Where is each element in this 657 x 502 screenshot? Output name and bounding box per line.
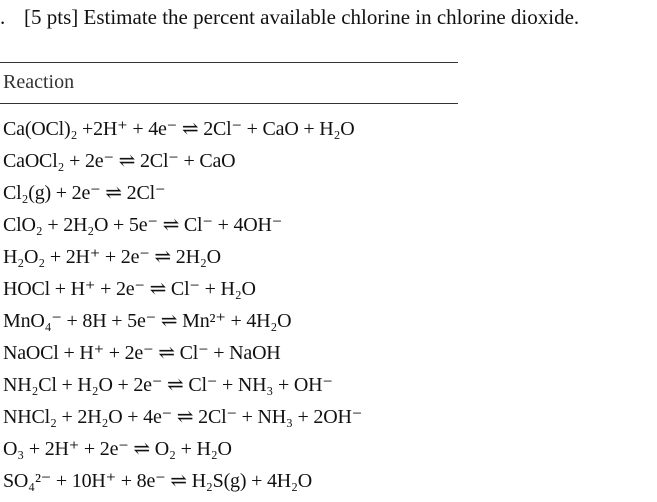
question-number: .: [0, 5, 6, 29]
reaction-row: MnO₄⁻ + 8H + 5e⁻ ⇌ Mn²⁺ + 4H₂O: [3, 310, 292, 332]
table-header-reaction: Reaction: [3, 71, 75, 93]
reaction-row: NHCl₂ + 2H₂O + 4e⁻ ⇌ 2Cl⁻ + NH₃ + 2OH⁻: [3, 406, 363, 428]
reaction-row: NH₂Cl + H₂O + 2e⁻ ⇌ Cl⁻ + NH₃ + OH⁻: [3, 374, 333, 396]
reaction-row: HOCl + H⁺ + 2e⁻ ⇌ Cl⁻ + H₂O: [3, 278, 256, 300]
reaction-row: Cl₂(g) + 2e⁻ ⇌ 2Cl⁻: [3, 182, 166, 204]
reaction-row: H₂O₂ + 2H⁺ + 2e⁻ ⇌ 2H₂O: [3, 246, 221, 268]
question-text-line: [0, 2, 579, 32]
reaction-row: SO₄²⁻ + 10H⁺ + 8e⁻ ⇌ H₂S(g) + 4H₂O: [3, 470, 313, 492]
table-header-rule: [0, 103, 458, 104]
reaction-row: Ca(OCl)₂ +2H⁺ + 4e⁻ ⇌ 2Cl⁻ + CaO + H₂O: [3, 118, 355, 140]
reaction-list: [3, 113, 362, 497]
reaction-row: O₃ + 2H⁺ + 2e⁻ ⇌ O₂ + H₂O: [3, 438, 232, 460]
question-prompt: [5 pts] Estimate the percent available chlorine in chlorine dioxide.: [24, 5, 580, 29]
reaction-row: NaOCl + H⁺ + 2e⁻ ⇌ Cl⁻ + NaOH: [3, 342, 281, 364]
table-top-rule: [0, 62, 458, 63]
reaction-row: ClO₂ + 2H₂O + 5e⁻ ⇌ Cl⁻ + 4OH⁻: [3, 214, 283, 236]
reaction-row: CaOCl₂ + 2e⁻ ⇌ 2Cl⁻ + CaO: [3, 150, 236, 172]
